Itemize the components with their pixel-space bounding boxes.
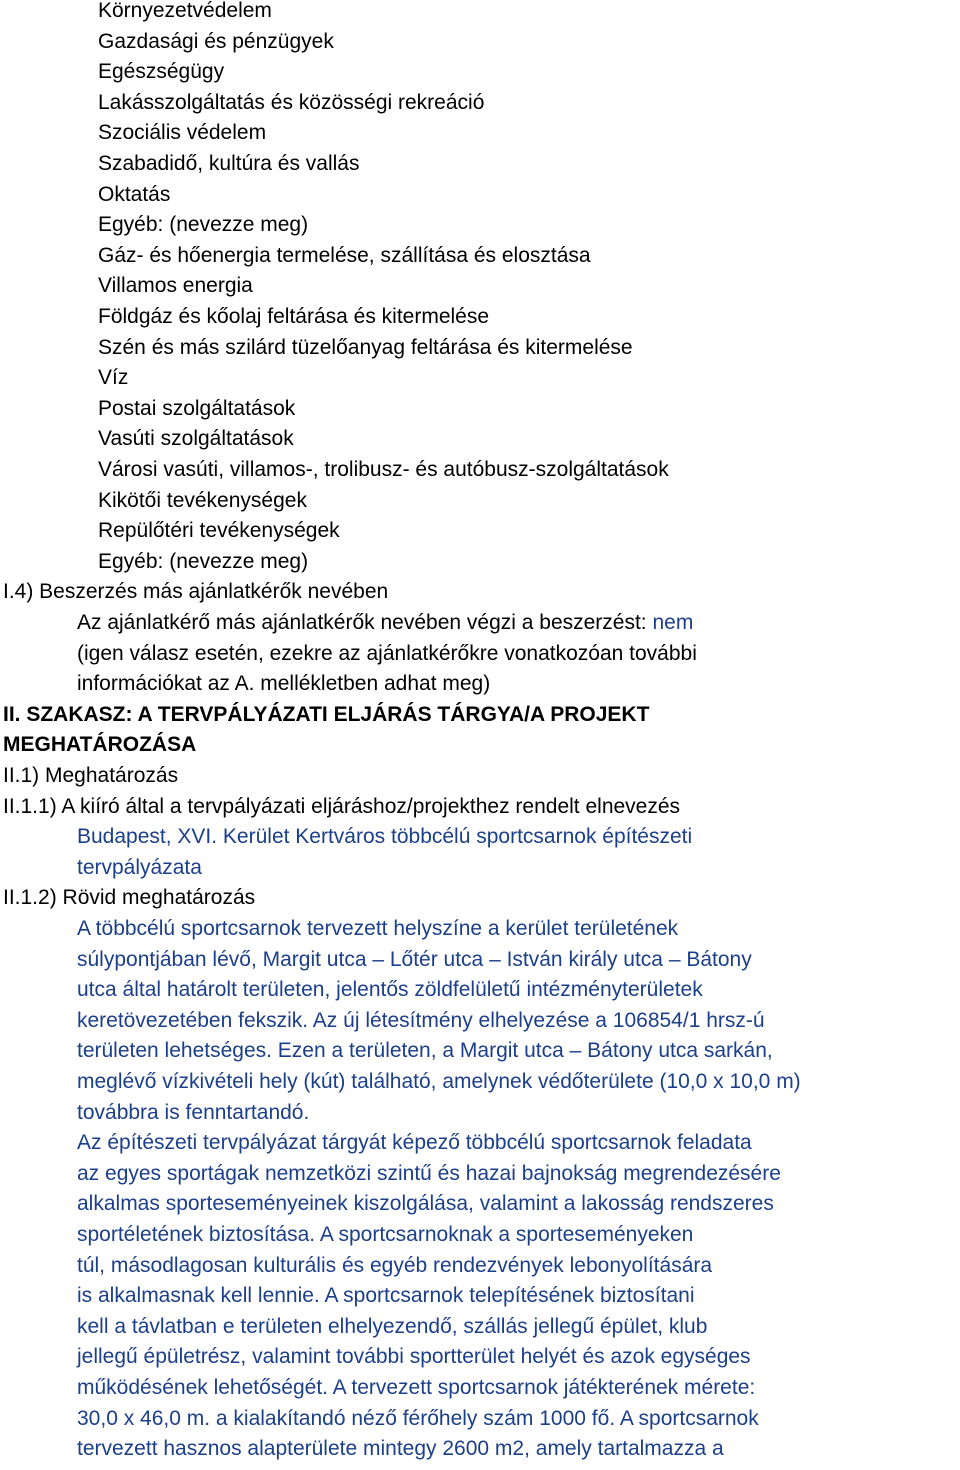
activity-item: Városi vasúti, villamos-, trolibusz- és autóbusz-szolgáltatások (98, 458, 669, 481)
activity-item: Oktatás (98, 182, 171, 206)
short-description-line: A többcélú sportcsarnok tervezett helyszíne a kerület területének (77, 917, 679, 940)
activity-item: Szabadidő, kultúra és vallás (98, 152, 360, 175)
short-description-line: is alkalmasnak kell lennie. A sportcsarnok telepítésének biztosítani (77, 1284, 695, 1308)
section-ii11-heading: II.1.1) A kiíró által a tervpályázati eljáráshoz/projekthez rendelt elnevezés (3, 794, 681, 818)
short-description-line: sportéletének biztosítása. A sportcsarnoknak a sporteseményeken (77, 1223, 694, 1246)
short-description-line: továbbra is fenntartandó. (77, 1100, 310, 1124)
short-description-line: keretövezetében fekszik. Az új létesítmény elhelyezése a 106854/1 hrsz-ú (77, 1008, 765, 1032)
short-description-line: Az építészeti tervpályázat tárgyát képező többcélú sportcsarnok feladata (77, 1131, 752, 1155)
activity-item: Egyéb: (nevezze meg) (98, 549, 309, 573)
activity-item: Villamos energia (98, 274, 253, 298)
activity-item: Postai szolgáltatások (98, 396, 296, 420)
joint-procurement-answer: nem (652, 611, 694, 634)
short-description-line: területen lehetséges. Ezen a területen, a Margit utca – Bátony utca sarkán, (77, 1039, 773, 1063)
short-description-line: 30,0 x 46,0 m. a kialakítandó néző férőhely szám 1000 fő. A sportcsarnok (77, 1406, 759, 1430)
section-ii12-heading: II.1.2) Rövid meghatározás (3, 886, 256, 910)
short-description-line: az egyes sportágak nemzetközi szintű és hazai bajnokság megrendezésére (77, 1161, 781, 1185)
short-description-line: meglévő vízkivételi hely (kút) található, amelynek védőterülete (10,0 x 10,0 m) (77, 1070, 801, 1093)
activity-item: Földgáz és kőolaj feltárása és kitermelése (98, 305, 490, 328)
joint-procurement-label: Az ajánlatkérő más ajánlatkérők nevében végzi a beszerzést: (77, 611, 653, 634)
joint-procurement-note: (igen válasz esetén, ezekre az ajánlatkérőkre vonatkozóan további (77, 641, 697, 665)
short-description-line: tervezett hasznos alapterülete mintegy 2600 m2, amely tartalmazza a (77, 1437, 724, 1461)
joint-procurement-note: információkat az A. mellékletben adhat meg) (77, 672, 491, 696)
section-ii1-heading: II.1) Meghatározás (3, 764, 179, 787)
activity-item: Szociális védelem (98, 121, 267, 145)
project-name-value: Budapest, XVI. Kerület Kertváros többcélú sportcsarnok építészeti (77, 825, 693, 849)
activity-item: Víz (98, 366, 129, 390)
short-description-line: túl, másodlagosan kulturális és egyéb rendezvények lebonyolítására (77, 1253, 713, 1277)
short-description-line: működésének lehetőségét. A tervezett sportcsarnok játékterének mérete: (77, 1376, 756, 1399)
short-description-line: jellegű épületrész, valamint további sportterület helyét és azok egységes (77, 1345, 751, 1369)
activity-item: Környezetvédelem (98, 0, 272, 22)
activity-item: Lakásszolgáltatás és közösségi rekreáció (98, 90, 485, 114)
short-description-line: súlypontjában lévő, Margit utca – Lőtér utca – István király utca – Bátony (77, 947, 752, 971)
activity-item: Egyéb: (nevezze meg) (98, 213, 309, 237)
section-i4-heading: I.4) Beszerzés más ajánlatkérők nevében (3, 580, 389, 604)
section-ii-title: MEGHATÁROZÁSA (3, 733, 197, 757)
activity-item: Szén és más szilárd tüzelőanyag feltárása és kitermelése (98, 335, 633, 359)
short-description-line: utca által határolt területen, jelentős zöldfelületű intézményterületek (77, 978, 703, 1002)
activity-item: Gazdasági és pénzügyek (98, 29, 334, 53)
project-name-value: tervpályázata (77, 855, 202, 879)
activity-item: Kikötői tevékenységek (98, 488, 307, 512)
activity-item: Egészségügy (98, 60, 225, 84)
short-description-line: alkalmas sporteseményeinek kiszolgálása, valamint a lakosság rendszeres (77, 1192, 774, 1216)
short-description-line: kell a távlatban e területen elhelyezendő, szállás jellegű épület, klub (77, 1314, 708, 1338)
activity-item: Vasúti szolgáltatások (98, 427, 294, 451)
section-ii-title: II. SZAKASZ: A TERVPÁLYÁZATI ELJÁRÁS TÁRGYA/A PROJEKT (3, 702, 650, 726)
activity-item: Repülőtéri tevékenységek (98, 519, 340, 543)
joint-procurement-question (77, 608, 693, 639)
activity-item: Gáz- és hőenergia termelése, szállítása és elosztása (98, 243, 591, 267)
